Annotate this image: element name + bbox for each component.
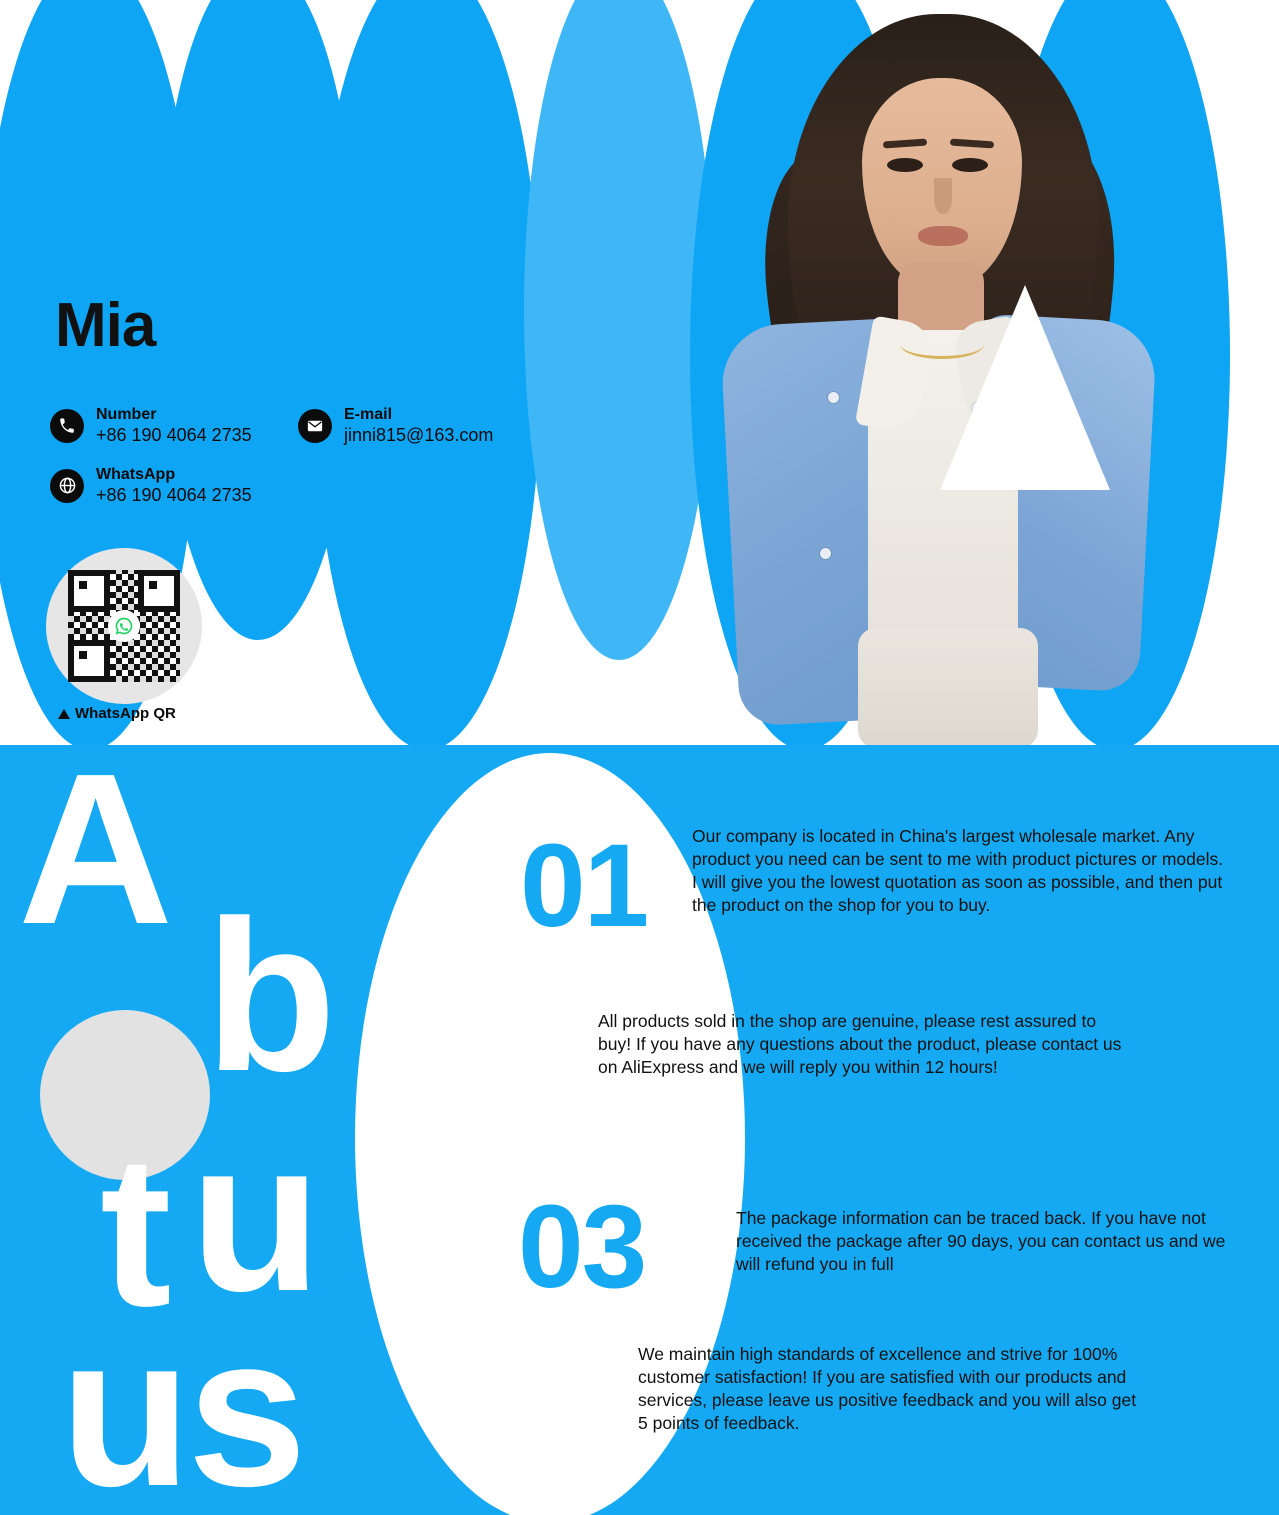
model-nose (934, 178, 952, 214)
item-text-01: Our company is located in China's largest wholesale market. Any product you need can be sent to me with product pictures or models. I will give you the lowest quotation as soon as possible, and then put the product on the shop for you to buy. (692, 826, 1224, 916)
contact-number-label: Number (96, 406, 157, 423)
model-eye-right (952, 158, 988, 172)
model-eye-left (887, 158, 923, 172)
contact-email-value: jinni815@163.com (344, 424, 494, 445)
whatsapp-icon (110, 612, 138, 640)
qr-finder-bottom-left (68, 640, 110, 682)
contact-banner (0, 0, 1279, 745)
model-lips (918, 226, 968, 246)
about-letter-b: b (205, 875, 333, 1116)
item-number-04: 04 (458, 1348, 586, 1480)
about-letter-t: t (100, 1110, 168, 1351)
qr-finder-top-right (138, 570, 180, 612)
contact-number-text (96, 405, 252, 446)
qr-matrix (68, 570, 180, 682)
item-number-01: 01 (520, 820, 648, 952)
model-shorts (858, 628, 1038, 745)
page-title: Mia (55, 291, 156, 360)
item-number-02: 02 (362, 988, 490, 1120)
letter-a-counter (940, 285, 1110, 490)
about-letter-u: u (190, 1095, 318, 1336)
jacket-button-4 (820, 548, 831, 559)
item-number-03: 03 (518, 1181, 646, 1313)
qr-finder-top-left (68, 570, 110, 612)
triangle-icon (58, 709, 70, 719)
contact-whatsapp-label: WhatsApp (96, 466, 176, 483)
qr-caption-label: WhatsApp QR (75, 705, 176, 722)
item-text-03: The package information can be traced back. If you have not received the package after 90 days, you can contact us and we will refund you in full (736, 1208, 1226, 1275)
item-text-02: All products sold in the shop are genuine, please rest assured to buy! If you have any questions about the product, please contact us on AliExpress and we will reply you within 12 hours! (598, 1011, 1122, 1078)
contact-email-text (344, 405, 493, 446)
letter-m-stroke-3 (312, 0, 542, 745)
contact-email-label: E-mail (344, 406, 393, 423)
item-text-04: We maintain high standards of excellence and strive for 100% customer satisfaction! If you are satisfied with our products and services, please leave us positive feedback and you will also get 5 points of feedback. (638, 1344, 1137, 1434)
jacket-button-1 (828, 392, 839, 403)
globe-icon (50, 469, 84, 503)
phone-icon (50, 409, 84, 443)
model-figure (650, 0, 1210, 745)
qr-caption (58, 705, 176, 722)
contact-whatsapp-value: +86 190 4064 2735 (96, 484, 252, 505)
about-letter-a: A (18, 745, 170, 969)
contact-number[interactable] (50, 405, 252, 446)
about-us-section (0, 745, 1279, 1515)
about-letter-us: us (60, 1290, 303, 1515)
contact-whatsapp-text (96, 465, 252, 506)
contact-whatsapp[interactable] (50, 465, 252, 506)
whatsapp-qr-code[interactable] (46, 548, 202, 704)
model-photo (650, 0, 1210, 745)
envelope-icon (298, 409, 332, 443)
contact-number-value: +86 190 4064 2735 (96, 424, 252, 445)
contact-email[interactable] (298, 405, 493, 446)
